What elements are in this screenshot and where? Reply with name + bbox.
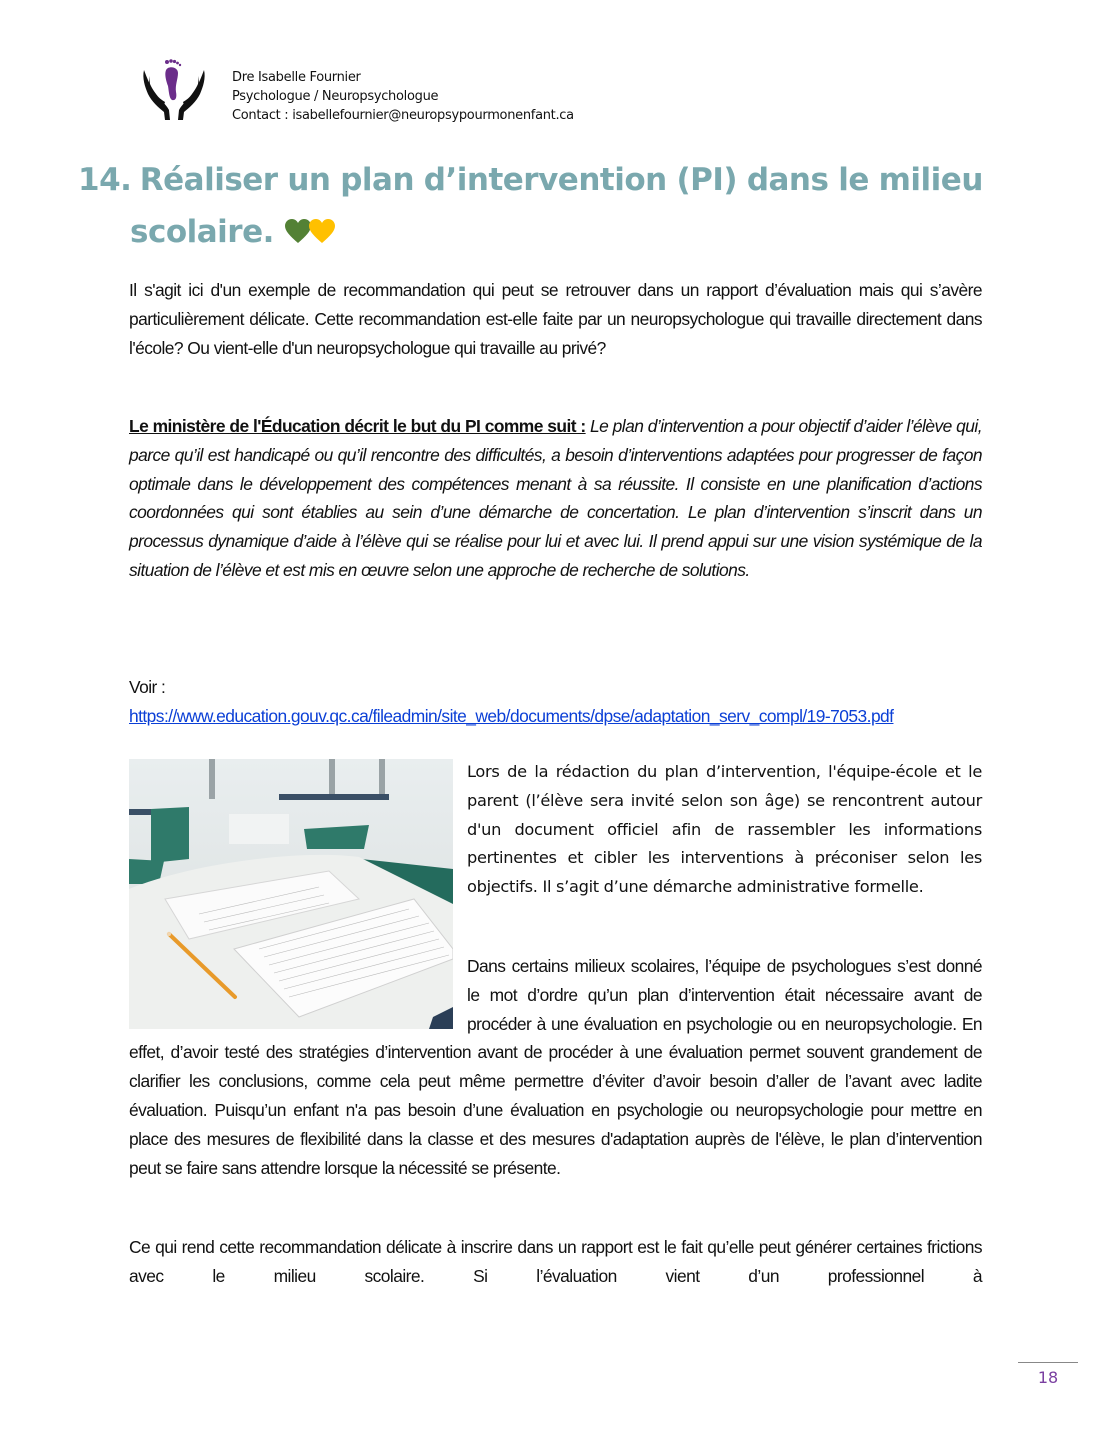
author-role: Psychologue / Neuropsychologue	[232, 89, 439, 104]
page-number: 18	[1037, 1368, 1059, 1387]
heading-line-1	[78, 154, 983, 206]
delicate-recommendation-paragraph: Ce qui rend cette recommandation délicate à inscrire dans un rapport est le fait qu’elle peut générer certaines frictions avec le milieu scolaire. Si l’évaluation vient d’un professionnel à	[129, 1237, 982, 1286]
yellow-heart-icon	[308, 218, 336, 244]
section-number: 14.	[78, 162, 132, 198]
pi-drafting-paragraph: Lors de la rédaction du plan d’intervention, l'équipe-école et le parent (l’élève sera invité selon son âge) se rencontrent autour d'un document officiel afin de rassembler les informations pertinentes et cibler les interventions à préconiser selon les objectifs. Il s’agit d’une démarche administrative formelle.	[467, 762, 982, 897]
author-contact: Contact : isabellefournier@neuropsypourmonenfant.ca	[232, 108, 574, 123]
image-wrap-spacer	[129, 952, 467, 1038]
ministry-definition-paragraph	[129, 412, 982, 585]
letterhead	[138, 52, 574, 124]
intro-paragraph: Il s'agit ici d'un exemple de recommandation qui peut se retrouver dans un rapport d’évaluation mais qui s’avère particulièrement délicate. Cette recommandation est-elle faite par un neuropsychologue qui travaille directement dans l'école? Ou vient-elle d'un neuropsychologue qui travaille au privé?	[129, 280, 982, 358]
footer-divider	[1018, 1362, 1078, 1363]
heading-word: scolaire.	[130, 214, 274, 250]
heading-word: dans	[746, 162, 829, 198]
heading-word: plan	[340, 162, 415, 198]
heading-word: d’intervention	[423, 162, 667, 198]
letterhead-text	[232, 68, 574, 125]
ministry-lead-text: Le ministère de l'Éducation décrit le but du PI comme suit :	[129, 416, 586, 436]
heading-word: Réaliser	[139, 162, 278, 198]
reference-link[interactable]: https://www.education.gouv.qc.ca/fileadmin/site_web/documents/dpse/adaptation_serv_compl/19-7053.pdf	[129, 705, 894, 726]
heading-word: le	[838, 162, 869, 198]
section-heading	[78, 154, 983, 258]
heading-word: milieu	[878, 162, 983, 198]
author-name: Dre Isabelle Fournier	[232, 70, 361, 85]
heading-line-2	[78, 206, 983, 258]
voir-label: Voir :	[129, 677, 166, 697]
psychologist-team-text: Dans certains milieux scolaires, l’équipe de psychologues s’est donné le mot d’ordre qu’un plan d’intervention était nécessaire avant de procéder à une évaluation en psychologie ou en neuropsychologie. En effet, d’avoir testé des stratégies d’intervention avant de procéder à une évaluation permet souvent grandement de clarifier les conclusions, comme cela peut même permettre d’éviter d’avoir besoin d’aller de l’avant avec ladite évaluation. Puisqu’un enfant n'a pas besoin d’une évaluation en psychologie ou neuropsychologie pour mettre en place des mesures de flexibilité dans la classe et des mesures d'adaptation auprès de l'élève, le plan d’intervention peut se faire sans attendre lorsque la nécessité se présente.	[129, 956, 982, 1178]
heading-word: un	[287, 162, 331, 198]
hands-holding-foot-logo-icon	[138, 52, 210, 124]
psychologist-team-paragraph	[129, 952, 982, 1182]
reference-block	[129, 673, 982, 731]
ministry-quote: Le plan d’intervention a pour objectif d’aider l’élève qui, parce qu’il est handicapé ou qu’il rencontre des difficultés, a besoin d’interventions adaptées pour progresser de façon optimale dans le développement des compétences menant à sa réussite. Il consiste en une planification d’actions coordonnées qui sont établies au sein d’une démarche de concertation. Le plan d’intervention s’inscrit dans un processus dynamique d’aide à l’élève qui se réalise pour lui et avec lui. Il prend appui sur une vision systémique de la situation de l’élève et est mis en œuvre selon une approche de recherche de solutions.	[129, 416, 983, 580]
heading-word: (PI)	[676, 162, 738, 198]
